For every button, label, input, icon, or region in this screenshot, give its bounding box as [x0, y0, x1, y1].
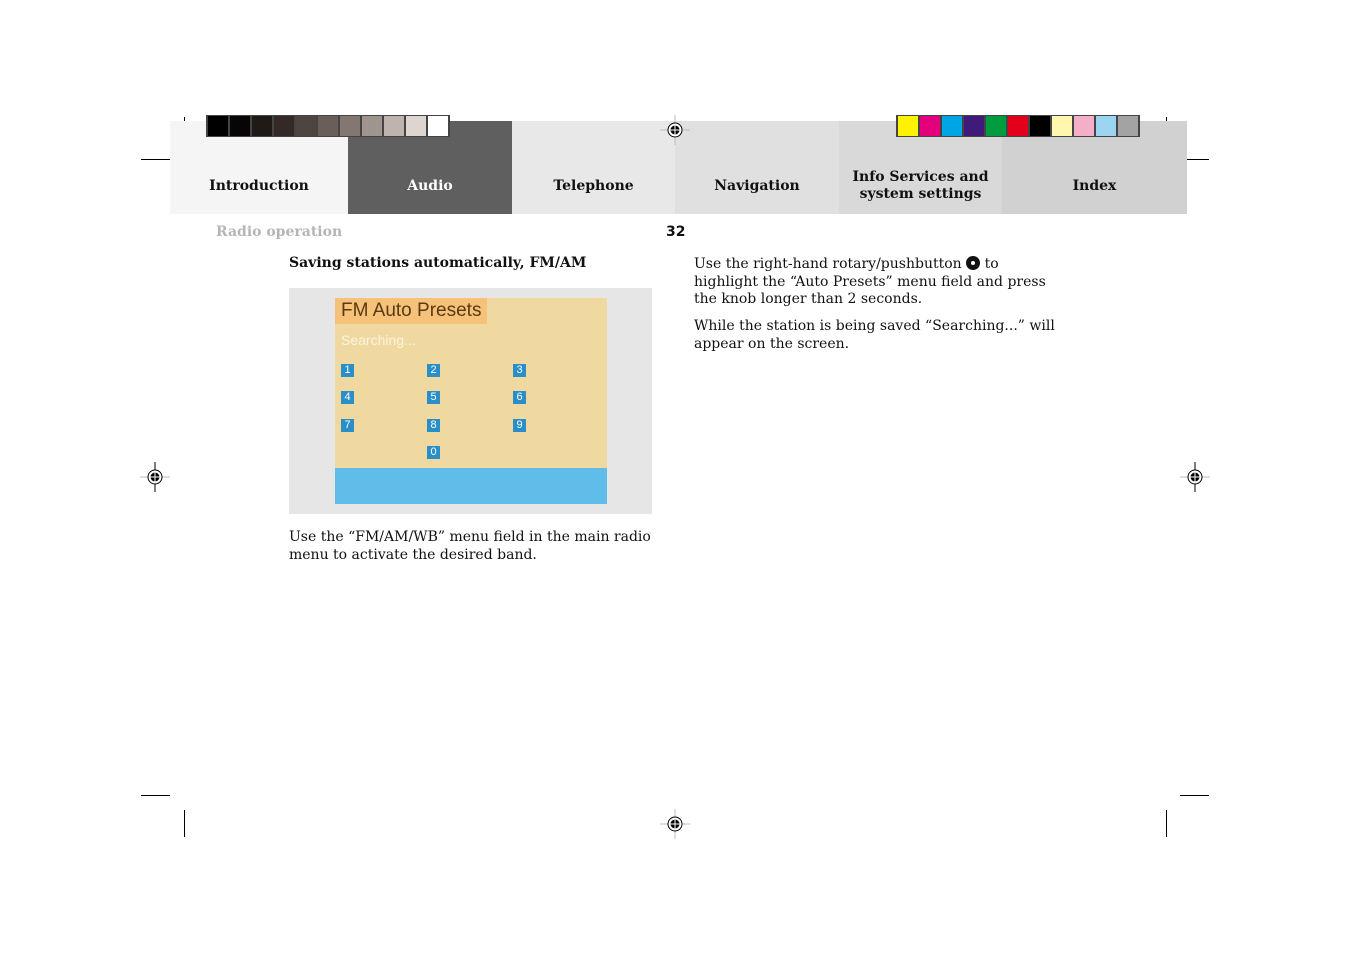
tab-label: Navigation: [714, 178, 800, 194]
rotary-knob-icon: [966, 256, 980, 270]
color-swatch: [208, 116, 228, 136]
preset-button: 2: [427, 364, 440, 377]
color-swatch: [1030, 116, 1050, 136]
right-paragraph-2: While the station is being saved “Searching...” will appear on the screen.: [694, 318, 1055, 352]
color-swatch: [986, 116, 1006, 136]
crop-mark: [184, 810, 185, 837]
preset-button: 0: [427, 446, 440, 459]
page-heading: Saving stations automatically, FM/AM: [289, 255, 587, 271]
tab-label: Audio: [407, 178, 453, 194]
color-swatch: [406, 116, 426, 136]
radio-screen: [335, 298, 607, 504]
registration-mark-icon: [140, 462, 170, 492]
color-swatch: [340, 116, 360, 136]
screen-status: Searching...: [341, 332, 416, 348]
tab-label-line: Info Services and: [852, 169, 989, 185]
color-swatch: [920, 116, 940, 136]
color-swatch: [318, 116, 338, 136]
tab-label: Telephone: [553, 178, 634, 194]
tab-label: [852, 169, 988, 203]
tab-navigation[interactable]: [675, 121, 839, 214]
tab-label-line: system settings: [859, 186, 982, 202]
preset-button: 3: [513, 364, 526, 377]
grayscale-color-bar: [206, 115, 450, 137]
color-swatch: [230, 116, 250, 136]
preset-button: 6: [513, 391, 526, 404]
tab-label: Introduction: [209, 178, 309, 194]
color-swatch: [942, 116, 962, 136]
right-paragraph-1: [694, 256, 1059, 309]
preset-button: 1: [341, 364, 354, 377]
color-swatch: [274, 116, 294, 136]
color-swatch: [1008, 116, 1028, 136]
radio-display-figure: [289, 288, 652, 514]
screen-title: FM Auto Presets: [335, 298, 487, 324]
preset-button: 8: [427, 419, 440, 432]
color-swatch: [428, 116, 448, 136]
page-number: 32: [666, 224, 686, 240]
color-swatch: [1118, 116, 1138, 136]
section-label: Radio operation: [216, 224, 343, 240]
crop-mark: [141, 795, 170, 796]
screen-bottom-bar: [335, 468, 607, 504]
registration-mark-icon: [1180, 462, 1210, 492]
color-swatch: [898, 116, 918, 136]
color-swatch: [964, 116, 984, 136]
preset-button: 4: [341, 391, 354, 404]
paragraph-text: Use the right-hand rotary/pushbutton: [694, 256, 962, 272]
preset-button: 7: [341, 419, 354, 432]
color-swatch: [1096, 116, 1116, 136]
color-swatch: [252, 116, 272, 136]
crop-mark: [1166, 810, 1167, 837]
color-swatch: [296, 116, 316, 136]
registration-mark-icon: [660, 115, 690, 145]
preset-button: 5: [427, 391, 440, 404]
color-swatch: [1074, 116, 1094, 136]
preset-button: 9: [513, 419, 526, 432]
process-color-bar: [896, 115, 1140, 137]
tab-telephone[interactable]: [512, 121, 675, 214]
color-swatch: [384, 116, 404, 136]
tab-label: Index: [1072, 178, 1117, 194]
paragraph-text: to highlight the “Auto Presets” menu field and press the knob longer than 2 seconds.: [694, 256, 1046, 307]
left-paragraph: Use the “FM/AM/WB” menu field in the main radio menu to activate the desired band.: [289, 529, 651, 563]
color-swatch: [1052, 116, 1072, 136]
crop-mark: [141, 159, 170, 160]
registration-mark-icon: [660, 809, 690, 839]
crop-mark: [1180, 795, 1209, 796]
color-swatch: [362, 116, 382, 136]
